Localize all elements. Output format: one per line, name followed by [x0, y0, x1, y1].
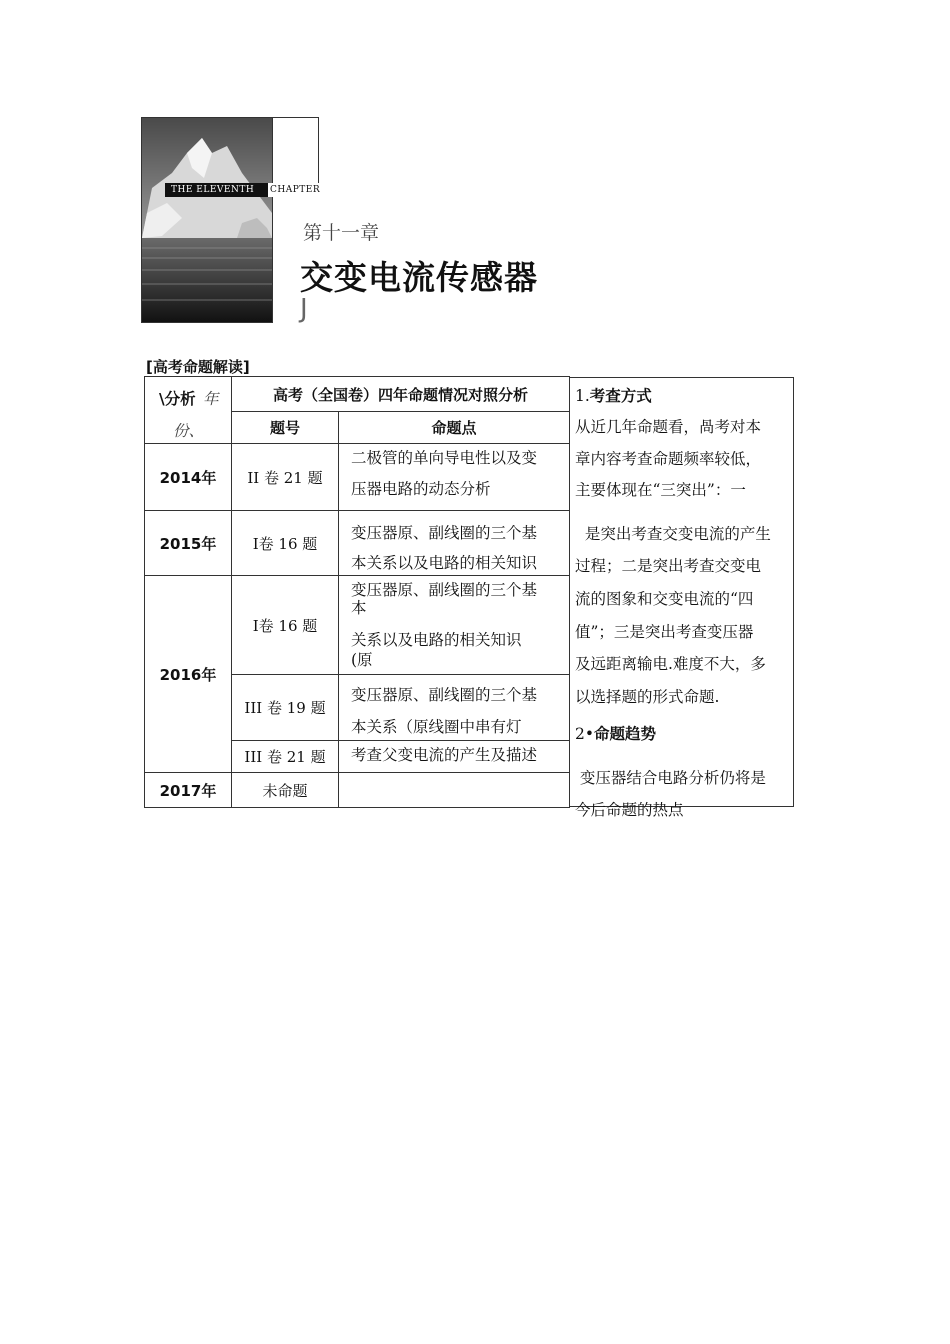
analysis-line: 过程；二是突出考查交变电 [575, 557, 762, 575]
analysis-line: 以选择题的形式命题. [575, 688, 720, 706]
heading-text: 命题趋势 [594, 725, 657, 743]
chapter-english-bar [165, 183, 321, 197]
point-line: 本关系（原线圈中串有灯 [351, 718, 522, 736]
chapter-title: 交变电流传感器 [300, 258, 538, 297]
analysis-line: 章内容考查命题频率较低， [575, 450, 762, 468]
analysis-line: 值”；三是突出考查变压器 [575, 623, 754, 641]
heading-text: 考查方式 [589, 387, 652, 405]
corner-cell [145, 377, 232, 444]
topic-no-cell: II 卷 21 题 [232, 444, 339, 511]
year-cell: 2016年 [145, 576, 232, 773]
iceberg-sea-illustration [142, 118, 272, 322]
chapter-mark: J [300, 294, 308, 324]
topic-no-cell: III 卷 19 题 [232, 675, 339, 741]
chapter-english-right: CHAPTER [270, 185, 321, 195]
topic-no-cell: III 卷 21 题 [232, 741, 339, 773]
point-line: 本 [351, 599, 367, 617]
topic-no-cell: Ⅰ卷 16 题 [232, 511, 339, 576]
point-line: 变压器原、副线圈的三个基 [351, 524, 538, 542]
corner-text-b: 年 [203, 390, 219, 408]
analysis-column [569, 377, 794, 819]
year-cell: 2017年 [145, 773, 232, 807]
column-header-topic-no: 题号 [232, 412, 339, 444]
heading-number: 1. [575, 387, 590, 405]
analysis-line: 及远距离输电.难度不大，多 [575, 655, 766, 673]
year-cell: 2015年 [145, 511, 232, 576]
analysis-line: 是突出考查交变电流的产生 [575, 525, 771, 543]
point-line: 考查父变电流的产生及描述 [351, 746, 538, 764]
corner-text-c: 份、 [173, 422, 205, 440]
point-cell [339, 511, 570, 576]
point-line: 关系以及电路的相关知识 [351, 631, 522, 649]
chapter-cover-image [141, 117, 273, 323]
point-line: 变压器原、副线圈的三个基 [351, 686, 538, 704]
chapter-number: 第十一章 [303, 222, 380, 244]
point-line: 压器电路的动态分析 [351, 480, 491, 498]
chapter-english-left: THE ELEVENTH [171, 185, 255, 195]
exam-analysis-table [144, 376, 570, 808]
section-label: [高考命题解读] [146, 358, 250, 376]
analysis-line: 流的图象和交变电流的“四 [575, 590, 754, 608]
table-header-main: 高考（全国卷）四年命题情况对照分析 [232, 377, 570, 412]
point-line: 变压器原、副线圈的三个基 [351, 581, 538, 599]
point-cell [339, 741, 570, 773]
point-line: (原 [351, 651, 373, 669]
point-line: 二极管的单向导电性以及变 [351, 449, 538, 467]
point-cell [339, 444, 570, 511]
analysis-line: 从近几年命题看，咼考对本 [575, 418, 762, 436]
analysis-line: 今后命题的热点 [575, 801, 684, 819]
heading-number: 2• [575, 725, 595, 743]
point-cell [339, 675, 570, 741]
banner-frame-line [270, 117, 319, 118]
topic-no-cell: Ⅰ卷 16 题 [232, 576, 339, 675]
topic-no-cell: 未命题 [232, 773, 339, 807]
column-header-point: 命题点 [339, 412, 570, 444]
analysis-line: 主要体现在“三突出”：一 [575, 481, 746, 499]
analysis-heading-2 [575, 722, 656, 744]
analysis-line: 变压器结合电路分析仍将是 [575, 769, 766, 787]
analysis-heading-1 [575, 384, 652, 406]
year-cell: 2014年 [145, 444, 232, 511]
point-line: 本关系以及电路的相关知识 [351, 554, 538, 572]
point-cell [339, 773, 570, 807]
corner-text-a: \分析 [159, 390, 196, 408]
point-cell [339, 576, 570, 675]
